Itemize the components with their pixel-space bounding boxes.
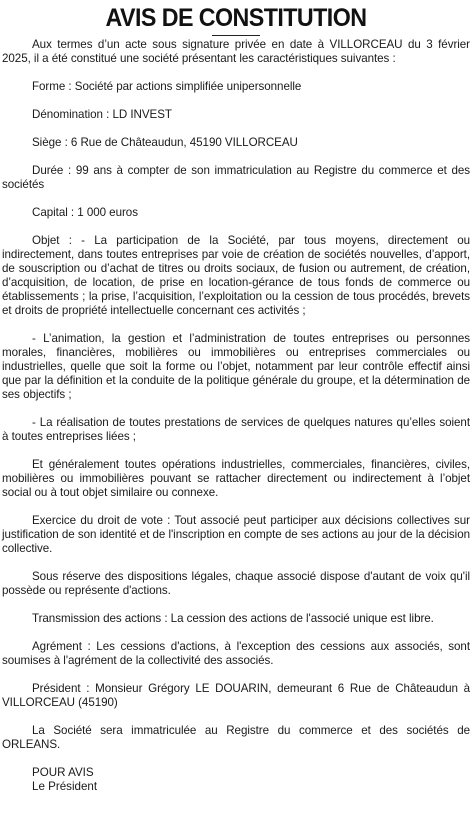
paragraph-capital: Capital : 1 000 euros <box>32 206 138 219</box>
signature-president: Le Président <box>32 780 98 793</box>
paragraph-president: Président : Monsieur Grégory LE DOUARIN, demeurant 6 Rue de Châteaudun à VILLORCEAU (45190) <box>2 682 470 709</box>
paragraph-objet: Objet : - La participation de la Société, par tous moyens, directement ou indirectement, dans toutes entreprises par voie de création de sociétés nouvelles, d’apport, de souscription ou d’achat de titres ou droits sociaux, de fusion ou autrement, de création, d’acquisition, de location, de prise en location-gérance de tous fonds de commerce ou établissements ; la prise, l’acquisition, l’exploitation ou la cession de tous procédés, brevets et droits de propriété intellectuelle concernant ces activités ; <box>2 234 470 317</box>
paragraph-immatriculation: La Société sera immatriculée au Registre du commerce et des sociétés de ORLEANS. <box>2 724 470 751</box>
signature-pour-avis: POUR AVIS <box>32 766 94 779</box>
paragraph-forme: Forme : Société par actions simplifiée unipersonnelle <box>32 80 302 93</box>
paragraph-droit-de-vote: Exercice du droit de vote : Tout associé peut participer aux décisions collectives sur justification de son identité et de l'inscription en compte de ses actions au jour de la décision collective. <box>2 514 470 555</box>
notice-title: AVIS DE CONSTITUTION <box>105 4 367 32</box>
paragraph-denomination: Dénomination : LD INVEST <box>32 108 172 121</box>
paragraph-agrement: Agrément : Les cessions d'actions, à l'exception des cessions aux associés, sont soumises à l'agrément de la collectivité des associés. <box>2 640 470 667</box>
paragraph-duree: Durée : 99 ans à compter de son immatriculation au Registre du commerce et des sociétés <box>2 164 470 191</box>
paragraph-prestations: - La réalisation de toutes prestations de services de quelques natures qu’elles soient à toutes entreprises liées ; <box>2 416 470 443</box>
paragraph-intro: Aux termes d’un acte sous signature privée en date à VILLORCEAU du 3 février 2025, il a été constitué une société présentant les caractéristiques suivantes : <box>2 38 470 65</box>
paragraph-animation: - L’animation, la gestion et l’administration de toutes entreprises ou personnes morales, financières, mobilières ou immobilières ou entreprises commerciales ou industrielles, quelle que soit la forme ou l’objet, notamment par leur contrôle effectif ainsi que par la définition et la conduite de la politique générale du groupe, et la détermination de ses objectifs ; <box>2 332 470 401</box>
paragraph-voix: Sous réserve des dispositions légales, chaque associé dispose d'autant de voix qu'il possède ou représente d'actions. <box>2 570 470 597</box>
paragraph-operations: Et généralement toutes opérations industrielles, commerciales, financières, civiles, mobilières ou immobilières pouvant se rattacher directement ou indirectement à l’objet social ou à tout objet similaire ou connexe. <box>2 458 470 499</box>
paragraph-transmission: Transmission des actions : La cession des actions de l'associé unique est libre. <box>32 612 434 625</box>
paragraph-siege: Siège : 6 Rue de Châteaudun, 45190 VILLORCEAU <box>32 136 298 149</box>
